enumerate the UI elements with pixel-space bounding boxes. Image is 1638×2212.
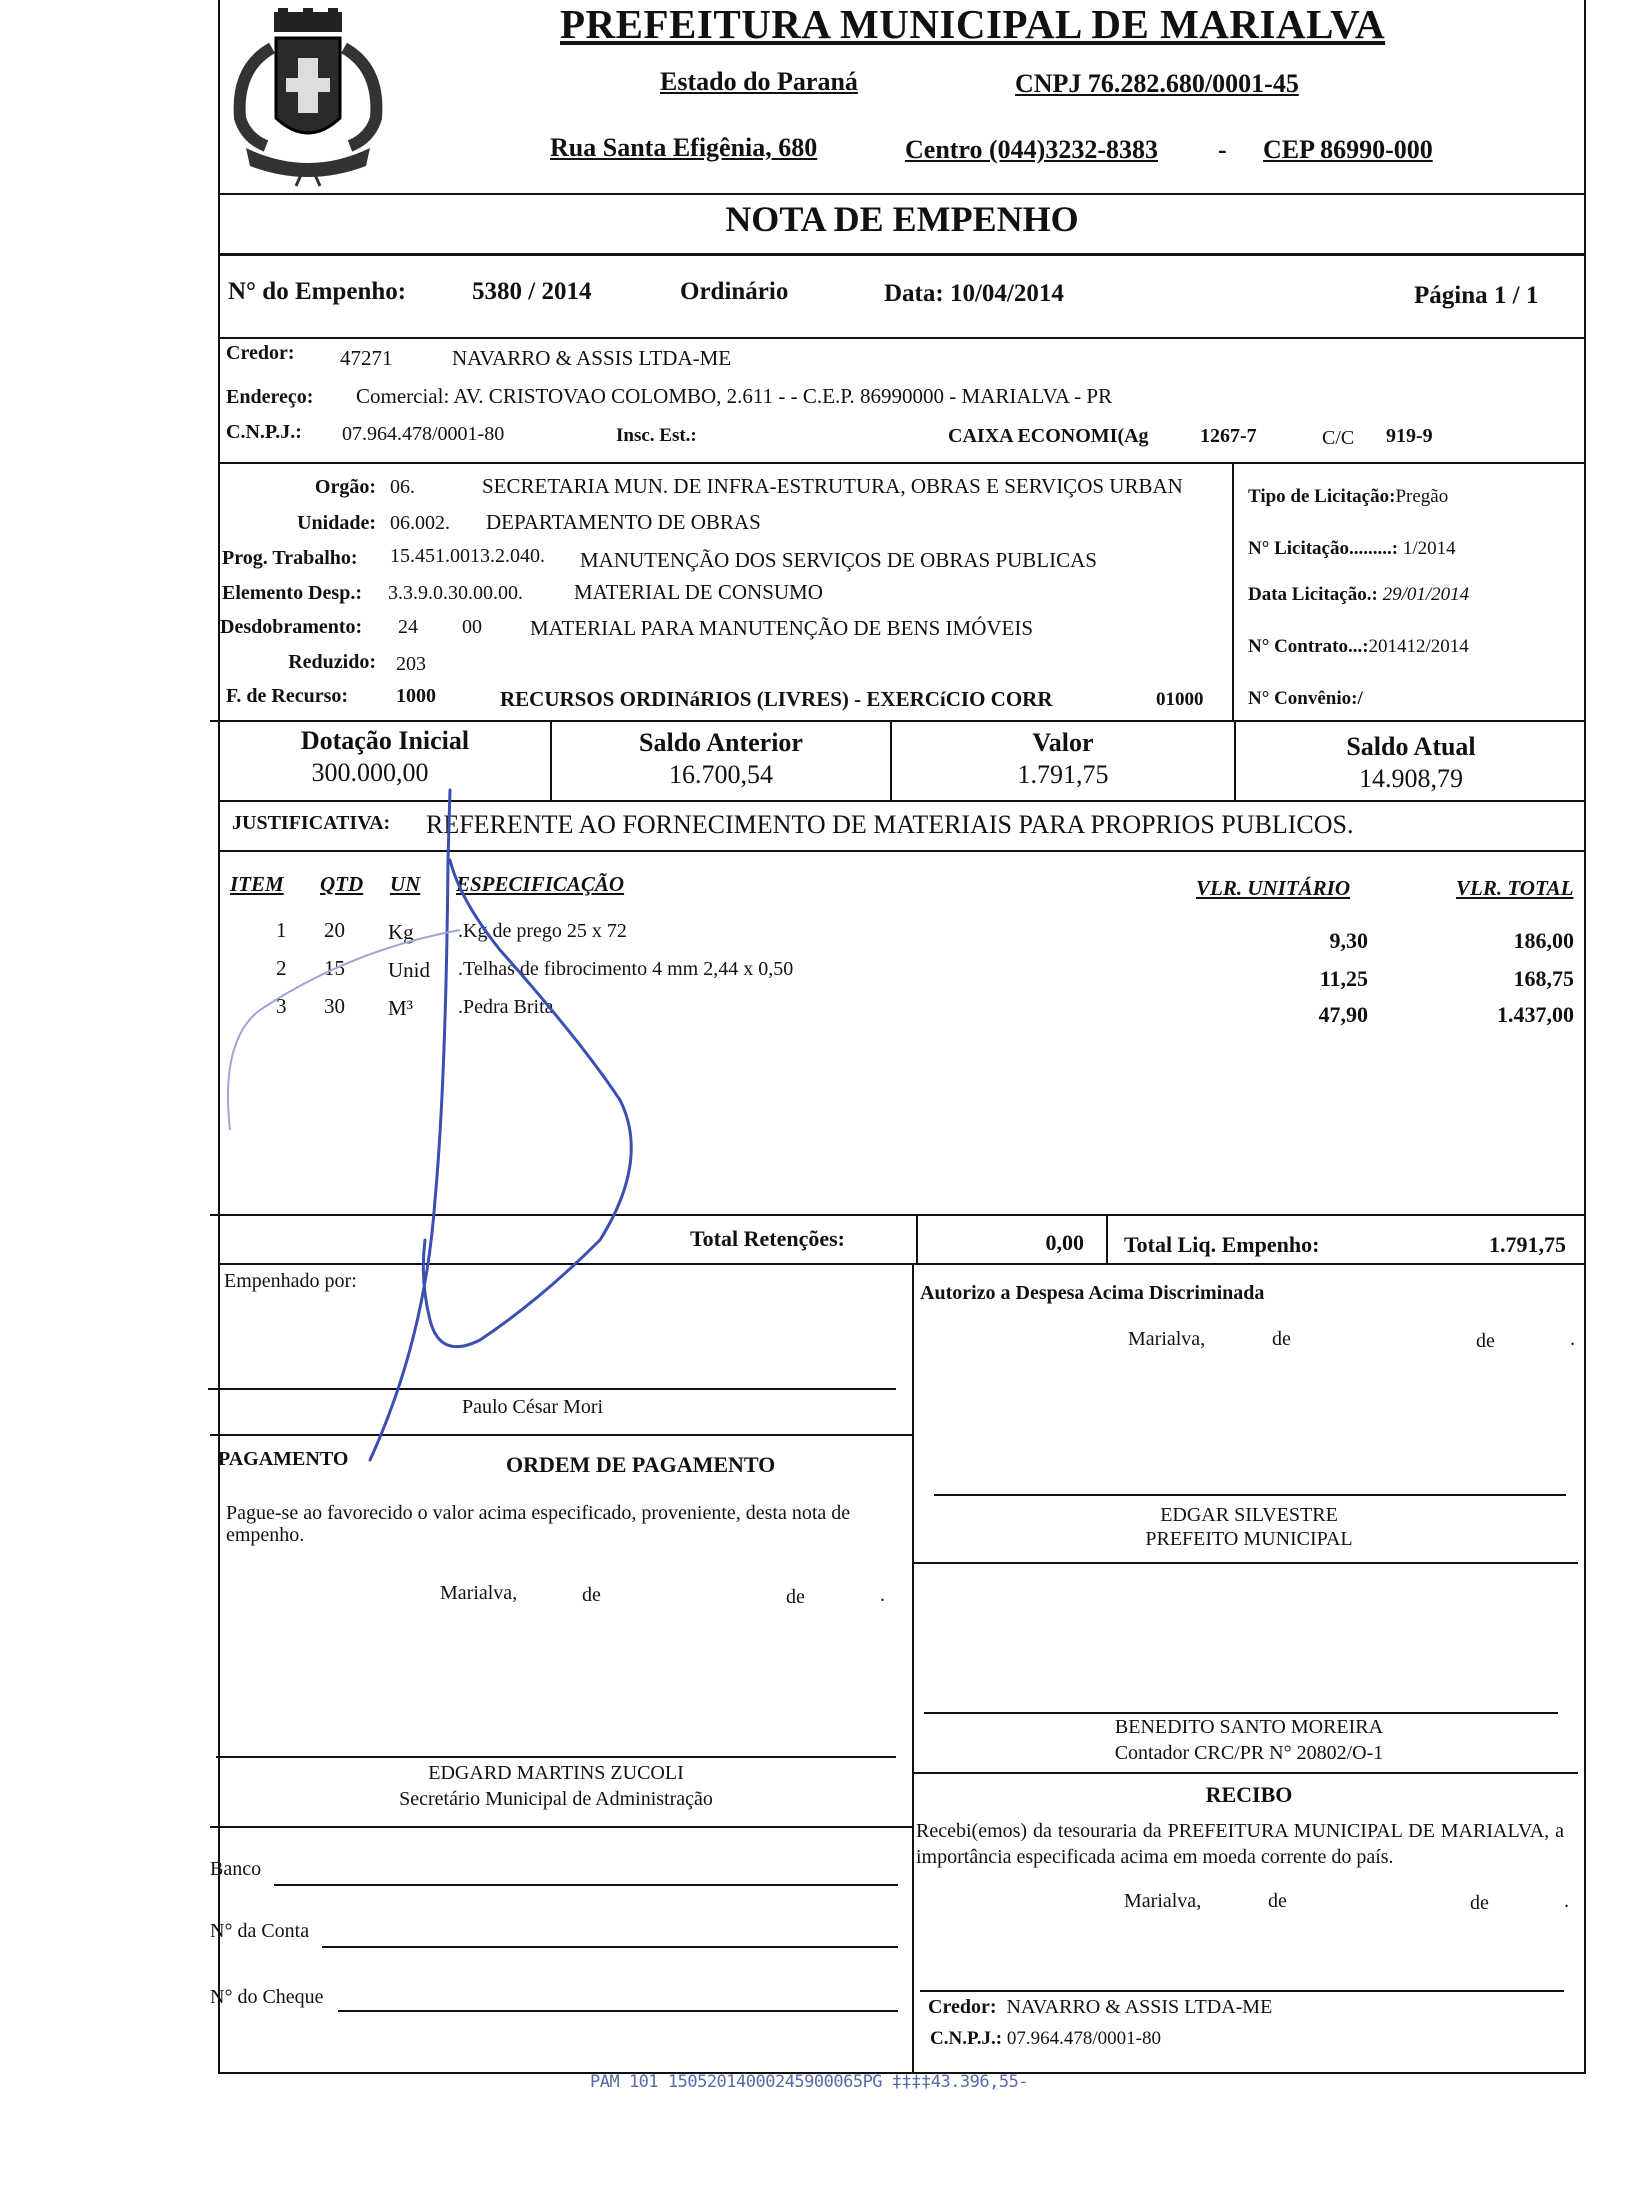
recibo-de-1: de xyxy=(1268,1890,1287,1912)
liquido-value: 1.791,75 xyxy=(1489,1232,1566,1257)
item-spec: .Pedra Brita xyxy=(458,996,554,1018)
pagamento-dot: . xyxy=(880,1584,885,1606)
prog-code: 15.451.0013.2.040. xyxy=(390,545,545,567)
desdobramento-sub: 00 xyxy=(462,616,482,638)
recibo-dot: . xyxy=(1564,1890,1569,1912)
empenhado-por-label: Empenhado por: xyxy=(224,1270,357,1292)
lower-center-divider xyxy=(912,1264,914,2074)
recurso-number: 01000 xyxy=(1156,689,1204,710)
prog-desc: MANUTENÇÃO DOS SERVIÇOS DE OBRAS PUBLICAS xyxy=(580,548,1097,572)
institution-phone: Centro (044)3232-8383 xyxy=(905,135,1158,164)
coat-of-arms-logo xyxy=(226,8,390,188)
credor-address: Comercial: AV. CRISTOVAO COLOMBO, 2.611 - - C.E.P. 86990000 - MARIALVA - PR xyxy=(356,384,1113,408)
banco-input-line[interactable] xyxy=(274,1884,898,1886)
unidade-label: Unidade: xyxy=(297,512,376,534)
header-separator: - xyxy=(1218,135,1227,164)
autorizo-de-2: de xyxy=(1476,1330,1495,1352)
saldo-anterior-label: Saldo Anterior xyxy=(639,728,803,757)
insc-est-label: Insc. Est.: xyxy=(616,425,697,446)
recibo-credor-label: Credor: xyxy=(928,1996,997,2018)
item-spec: .Kg de prego 25 x 72 xyxy=(458,920,627,942)
ordem-pagamento-text: Pague-se ao favorecido o valor acima especificado, proveniente, desta nota de empenho. xyxy=(226,1502,851,1546)
saldo-anterior-value: 16.700,54 xyxy=(669,760,773,789)
budget-divider xyxy=(210,720,1586,722)
contador-name: BENEDITO SANTO MOREIRA xyxy=(1114,1716,1384,1738)
right-border xyxy=(1584,0,1586,2074)
liquido-label: Total Liq. Empenho: xyxy=(1124,1232,1320,1257)
item-un: Unid xyxy=(388,958,430,982)
cheque-input-line[interactable] xyxy=(338,2010,898,2012)
convenio-label: N° Convênio:/ xyxy=(1248,688,1363,709)
recibo-credor-name: NAVARRO & ASSIS LTDA-ME xyxy=(1006,1996,1273,2018)
item-un: M³ xyxy=(388,996,413,1020)
elemento-code: 3.3.9.0.30.00.00. xyxy=(388,582,523,604)
orgao-code: 06. xyxy=(390,476,415,498)
desdobramento-label: Desdobramento: xyxy=(220,616,363,638)
bank-name: CAIXA ECONOMI(Ag xyxy=(948,425,1149,447)
justificativa-label: JUSTIFICATIVA: xyxy=(232,812,391,834)
contador-divider xyxy=(914,1772,1578,1774)
item-number: 3 xyxy=(276,994,287,1018)
credor-code: 47271 xyxy=(340,346,393,370)
institution-address: Rua Santa Efigênia, 680 xyxy=(550,133,818,162)
recibo-city: Marialva, xyxy=(1124,1890,1202,1912)
pagamento-city: Marialva, xyxy=(440,1582,518,1604)
tipo-licitacao: Pregão xyxy=(1395,486,1449,507)
elemento-desc: MATERIAL DE CONSUMO xyxy=(574,580,823,604)
recibo-de-2: de xyxy=(1470,1892,1489,1914)
orgao-desc: SECRETARIA MUN. DE INFRA-ESTRUTURA, OBRAS E SERVIÇOS URBAN xyxy=(482,474,1183,498)
footer-auth-code: PAM 101 15052014000245900065PG ‡‡‡‡43.396,55- xyxy=(590,2072,1029,2092)
reduzido-label: Reduzido: xyxy=(288,651,376,673)
recibo-cnpj: 07.964.478/0001-80 xyxy=(1006,2028,1161,2049)
item-unit-value: 47,90 xyxy=(1318,1002,1368,1027)
col-valor-total: VLR. TOTAL xyxy=(1456,876,1574,900)
saldo-atual-value: 14.908,79 xyxy=(1359,764,1463,793)
credor-address-label: Endereço: xyxy=(226,386,314,408)
desdobramento-desc: MATERIAL PARA MANUTENÇÃO DE BENS IMÓVEIS xyxy=(530,616,1034,640)
valor-label: Valor xyxy=(1032,728,1094,757)
valor-value: 1.791,75 xyxy=(1017,760,1109,789)
credor-divider xyxy=(218,462,1586,464)
col-valor-unitario: VLR. UNITÁRIO xyxy=(1196,876,1351,900)
autorizo-dot: . xyxy=(1570,1328,1575,1350)
unidade-code: 06.002. xyxy=(390,512,450,534)
state-label: Estado do Paraná xyxy=(660,67,858,96)
data-licitacao: 29/01/2014 xyxy=(1382,584,1470,605)
credor-name: NAVARRO & ASSIS LTDA-ME xyxy=(452,346,732,370)
col-qtd: QTD xyxy=(320,872,364,896)
empenho-divider xyxy=(218,337,1586,339)
dotacao-label: Dotação Inicial xyxy=(300,726,470,755)
dotacao-value: 300.000,00 xyxy=(311,758,429,787)
document-title: NOTA DE EMPENHO xyxy=(725,199,1079,239)
item-un: Kg xyxy=(388,920,414,944)
cheque-label: N° do Cheque xyxy=(210,1986,324,2008)
item-total-value: 168,75 xyxy=(1513,966,1574,991)
secretario-role: Secretário Municipal de Administração xyxy=(399,1788,713,1810)
autorizo-de-1: de xyxy=(1272,1328,1291,1350)
item-qtd: 30 xyxy=(324,994,345,1018)
num-licitacao-label: N° Licitação.........: xyxy=(1248,538,1399,559)
conta-input-line[interactable] xyxy=(322,1946,898,1948)
empenho-number-label: N° do Empenho: xyxy=(228,278,407,305)
title-divider xyxy=(218,253,1586,256)
credor-cnpj-label: C.N.P.J.: xyxy=(226,421,302,443)
contador-role: Contador CRC/PR N° 20802/O-1 xyxy=(1114,1742,1384,1764)
tipo-licitacao-label: Tipo de Licitação: xyxy=(1248,486,1396,507)
empenho-number: 5380 / 2014 xyxy=(472,278,592,305)
recibo-signature-line xyxy=(920,1990,1564,1992)
prog-label: Prog. Trabalho: xyxy=(222,547,358,569)
empenho-type: Ordinário xyxy=(680,278,789,305)
data-licitacao-label: Data Licitação.: xyxy=(1248,584,1378,605)
credor-cnpj: 07.964.478/0001-80 xyxy=(342,423,505,445)
prefeito-divider xyxy=(914,1562,1578,1564)
signature-stroke xyxy=(200,780,660,1500)
item-unit-value: 9,30 xyxy=(1329,928,1368,953)
cc-label: C/C xyxy=(1322,427,1355,449)
item-qtd: 20 xyxy=(324,918,345,942)
recibo-text: Recebi(emos) da tesouraria da PREFEITURA MUNICIPAL DE MARIALVA, a importância especificada acima em moeda corrente do país. xyxy=(916,1820,1564,1868)
contrato-number: 201412/2014 xyxy=(1368,636,1469,657)
institution-cnpj: CNPJ 76.282.680/0001-45 xyxy=(1015,69,1299,98)
recibo-title: RECIBO xyxy=(1205,1782,1293,1807)
desdobramento-code: 24 xyxy=(398,616,418,638)
justificativa-text: REFERENTE AO FORNECIMENTO DE MATERIAIS PARA PROPRIOS PUBLICOS. xyxy=(426,810,1354,839)
item-qtd: 15 xyxy=(324,956,345,980)
item-total-value: 186,00 xyxy=(1513,928,1574,953)
recibo-cnpj-label: C.N.P.J.: xyxy=(930,2028,1003,2049)
secretario-name: EDGARD MARTINS ZUCOLI xyxy=(428,1762,684,1784)
item-unit-value: 11,25 xyxy=(1319,966,1368,991)
cc-number: 919-9 xyxy=(1386,425,1433,447)
bank-agency: 1267-7 xyxy=(1200,425,1257,447)
autorizo-label: Autorizo a Despesa Acima Discriminada xyxy=(920,1282,1265,1304)
saldo-atual-label: Saldo Atual xyxy=(1346,732,1476,761)
item-number: 2 xyxy=(276,956,287,980)
contador-signature-line xyxy=(924,1712,1558,1714)
col-especificacao: ESPECIFICAÇÃO xyxy=(456,872,625,896)
item-spec: .Telhas de fibrocimento 4 mm 2,44 x 0,50 xyxy=(458,958,794,980)
header-divider xyxy=(218,193,1586,195)
contrato-label: N° Contrato...: xyxy=(1248,636,1369,657)
num-licitacao: 1/2014 xyxy=(1402,538,1456,559)
secretario-signature-line xyxy=(216,1756,896,1758)
credor-label: Credor: xyxy=(226,342,295,364)
recurso-desc: RECURSOS ORDINáRIOS (LIVRES) - EXERCíCIO CORR xyxy=(500,687,1053,711)
unidade-desc: DEPARTAMENTO DE OBRAS xyxy=(486,510,761,534)
prefeito-role: PREFEITO MUNICIPAL xyxy=(1145,1528,1353,1550)
pagamento-de-1: de xyxy=(582,1584,601,1606)
institution-title: PREFEITURA MUNICIPAL DE MARIALVA xyxy=(560,1,1386,47)
institution-cep: CEP 86990-000 xyxy=(1263,135,1433,164)
banco-divider xyxy=(210,1826,912,1828)
pagamento-de-2: de xyxy=(786,1586,805,1608)
empenho-date: Data: 10/04/2014 xyxy=(884,280,1064,307)
retencoes-value: 0,00 xyxy=(1045,1230,1084,1255)
prefeito-signature-line xyxy=(934,1494,1566,1496)
conta-label: N° da Conta xyxy=(210,1920,310,1942)
retencoes-label: Total Retenções: xyxy=(690,1226,845,1251)
page-number: Página 1 / 1 xyxy=(1414,282,1539,309)
pagamento-label: PAGAMENTO xyxy=(218,1448,349,1470)
orgao-label: Orgão: xyxy=(314,476,376,498)
col-item: ITEM xyxy=(230,872,284,896)
recurso-code: 1000 xyxy=(396,685,436,707)
licitacao-divider xyxy=(1232,463,1234,721)
prefeito-name: EDGAR SILVESTRE xyxy=(1160,1504,1338,1526)
reduzido-code: 203 xyxy=(396,653,426,675)
empenhado-por-name: Paulo César Mori xyxy=(462,1396,604,1418)
col-un: UN xyxy=(390,872,421,896)
banco-label: Banco xyxy=(210,1858,262,1880)
item-total-value: 1.437,00 xyxy=(1497,1002,1574,1027)
item-number: 1 xyxy=(276,918,287,942)
ordem-pagamento-label: ORDEM DE PAGAMENTO xyxy=(506,1452,776,1477)
elemento-label: Elemento Desp.: xyxy=(222,582,362,604)
totals-col-2 xyxy=(1106,1215,1108,1265)
recurso-label: F. de Recurso: xyxy=(226,685,349,707)
autorizo-city: Marialva, xyxy=(1128,1328,1206,1350)
